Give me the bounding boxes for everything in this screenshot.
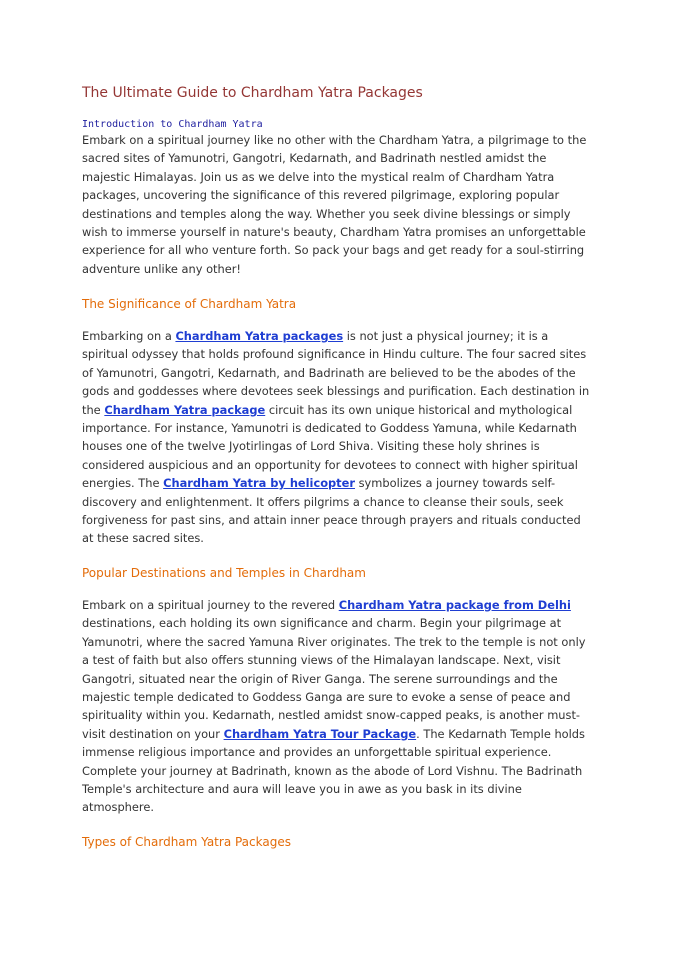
destinations-heading: Popular Destinations and Temples in Chardham <box>82 566 366 580</box>
destinations-text-1: Embark on a spiritual journey to the revered <box>82 598 339 612</box>
chardham-yatra-packages-link[interactable]: Chardham Yatra packages <box>175 329 344 343</box>
significance-text-2: is not just a physical journey; it is a spiritual odyssey that holds profound significance in Hindu culture. The four sacred sites of Yamunotri, Gangotri, Kedarnath, and Badrinath are believed to be the abodes of the gods and goddesses where devotees seek blessings and purification. Each destination in the <box>82 329 590 417</box>
significance-text-4: symbolizes a journey towards self-discovery and enlightenment. It offers pilgrims a chance to cleanse their souls, seek forgiveness for past sins, and attain inner peace through prayers and rituals conducted at these sacred sites. <box>82 476 581 546</box>
significance-heading: The Significance of Chardham Yatra <box>82 297 297 311</box>
significance-text-1: Embarking on a <box>82 329 176 343</box>
significance-paragraph <box>82 327 592 548</box>
chardham-yatra-package-from-delhi-link[interactable]: Chardham Yatra package from Delhi <box>338 598 571 612</box>
document-title: The Ultimate Guide to Chardham Yatra Packages <box>82 85 423 101</box>
significance-text-3: circuit has its own unique historical and mythological importance. For instance, Yamunotri is dedicated to Goddess Yamuna, while Kedarnath houses one of the twelve Jyotirlingas of Lord Shiva. Visiting these holy shrines is considered auspicious and an opportunity for devotees to connect with higher spiritual energies. The <box>82 402 578 491</box>
types-heading: Types of Chardham Yatra Packages <box>82 835 291 849</box>
chardham-yatra-package-link[interactable]: Chardham Yatra package <box>104 402 266 417</box>
intro-paragraph: Embark on a spiritual journey like no other with the Chardham Yatra, a pilgrimage to the sacred sites of Yamunotri, Gangotri, Kedarnath, and Badrinath nestled amidst the majestic Himalayas. Join us as we delve into the mystical realm of Chardham Yatra packages, uncovering the significance of this revered pilgrimage, exploring popular destinations and temples along the way. Whether you seek divine blessings or simply wish to immerse yourself in nature's beauty, Chardham Yatra promises an unforgettable experience for all who venture forth. So pack your bags and get ready for a soul-stirring adventure unlike any other! <box>82 133 587 276</box>
destinations-text-3: . The Kedarnath Temple holds immense religious importance and provides an unforgettable spiritual experience. Complete your journey at Badrinath, known as the abode of Lord Vishnu. The Badrinath Temple's architecture and aura will leave you in awe as you bask in its divine atmosphere. <box>82 726 585 815</box>
chardham-yatra-tour-package-link[interactable]: Chardham Yatra Tour Package <box>223 726 417 741</box>
intro-heading: Introduction to Chardham Yatra <box>82 119 263 130</box>
destinations-paragraph <box>82 596 592 817</box>
destinations-text-2: destinations, each holding its own significance and charm. Begin your pilgrimage at Yamunotri, where the sacred Yamuna River originates. The trek to the temple is not only a test of faith but also offers stunning views of the Himalayan landscape. Next, visit Gangotri, situated near the origin of River Ganga. The serene surroundings and the majestic temple dedicated to Goddess Ganga are sure to evoke a sense of peace and spirituality within you. Kedarnath, nestled amidst snow-capped peaks, is another must-visit destination on your <box>82 616 586 741</box>
chardham-yatra-by-helicopter-link[interactable]: Chardham Yatra by helicopter <box>163 476 355 491</box>
